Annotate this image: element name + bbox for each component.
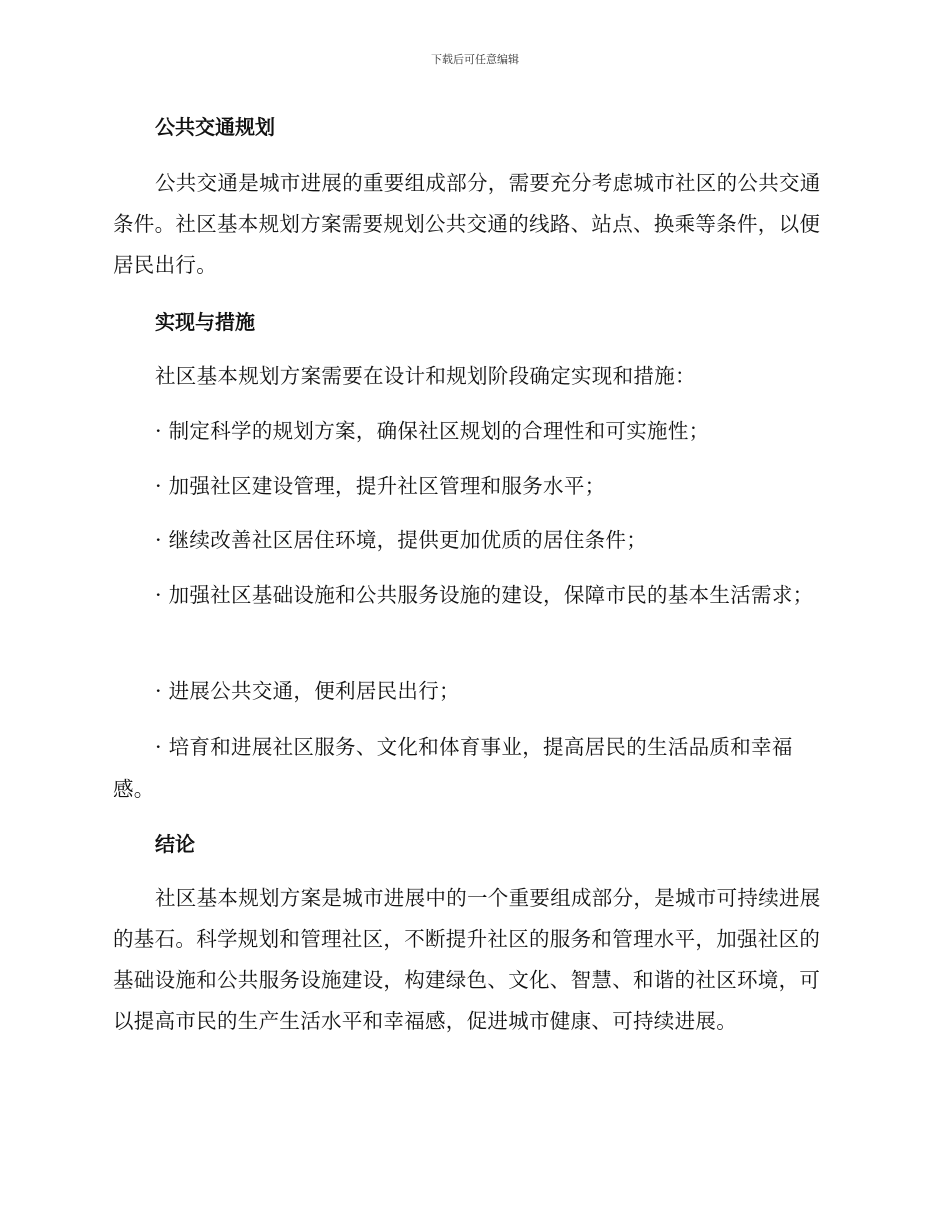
bullet-item-6: · 培育和进展社区服务、文化和体育事业，提高居民的生活品质和幸福感。 — [113, 735, 793, 801]
header-note: 下载后可任意编辑 — [431, 53, 519, 66]
bullet-item-5: · 进展公共交通，便利居民出行； — [155, 679, 460, 703]
bullet-item-4: · 加强社区基础设施和公共服务设施的建设，保障市民的基本生活需求； — [155, 583, 814, 607]
bullet-item-2: · 加强社区建设管理，提升社区管理和服务水平； — [155, 474, 606, 498]
heading-measures: 实现与措施 — [155, 310, 255, 334]
paragraph-transit: 公共交通是城市进展的重要组成部分，需要充分考虑城市社区的公共交通条件。社区基本规划方案需要规划公共交通的线路、站点、换乘等条件，以便居民出行。 — [113, 171, 821, 277]
heading-conclusion: 结论 — [155, 832, 195, 856]
heading-transit: 公共交通规划 — [155, 115, 275, 139]
bullet-item-3: · 继续改善社区居住环境，提供更加优质的居住条件； — [155, 528, 648, 552]
paragraph-measures-intro: 社区基本规划方案需要在设计和规划阶段确定实现和措施： — [155, 364, 696, 388]
bullet-item-1: · 制定科学的规划方案，确保社区规划的合理性和可实施性； — [155, 419, 710, 443]
paragraph-conclusion: 社区基本规划方案是城市进展中的一个重要组成部分，是城市可持续进展的基石。科学规划和管理社区，不断提升社区的服务和管理水平，加强社区的基础设施和公共服务设施建设，构建绿色、文化、智慧、和谐的社区环境，可以提高市民的生产生活水平和幸福感，促进城市健康、可持续进展。 — [113, 886, 821, 1033]
